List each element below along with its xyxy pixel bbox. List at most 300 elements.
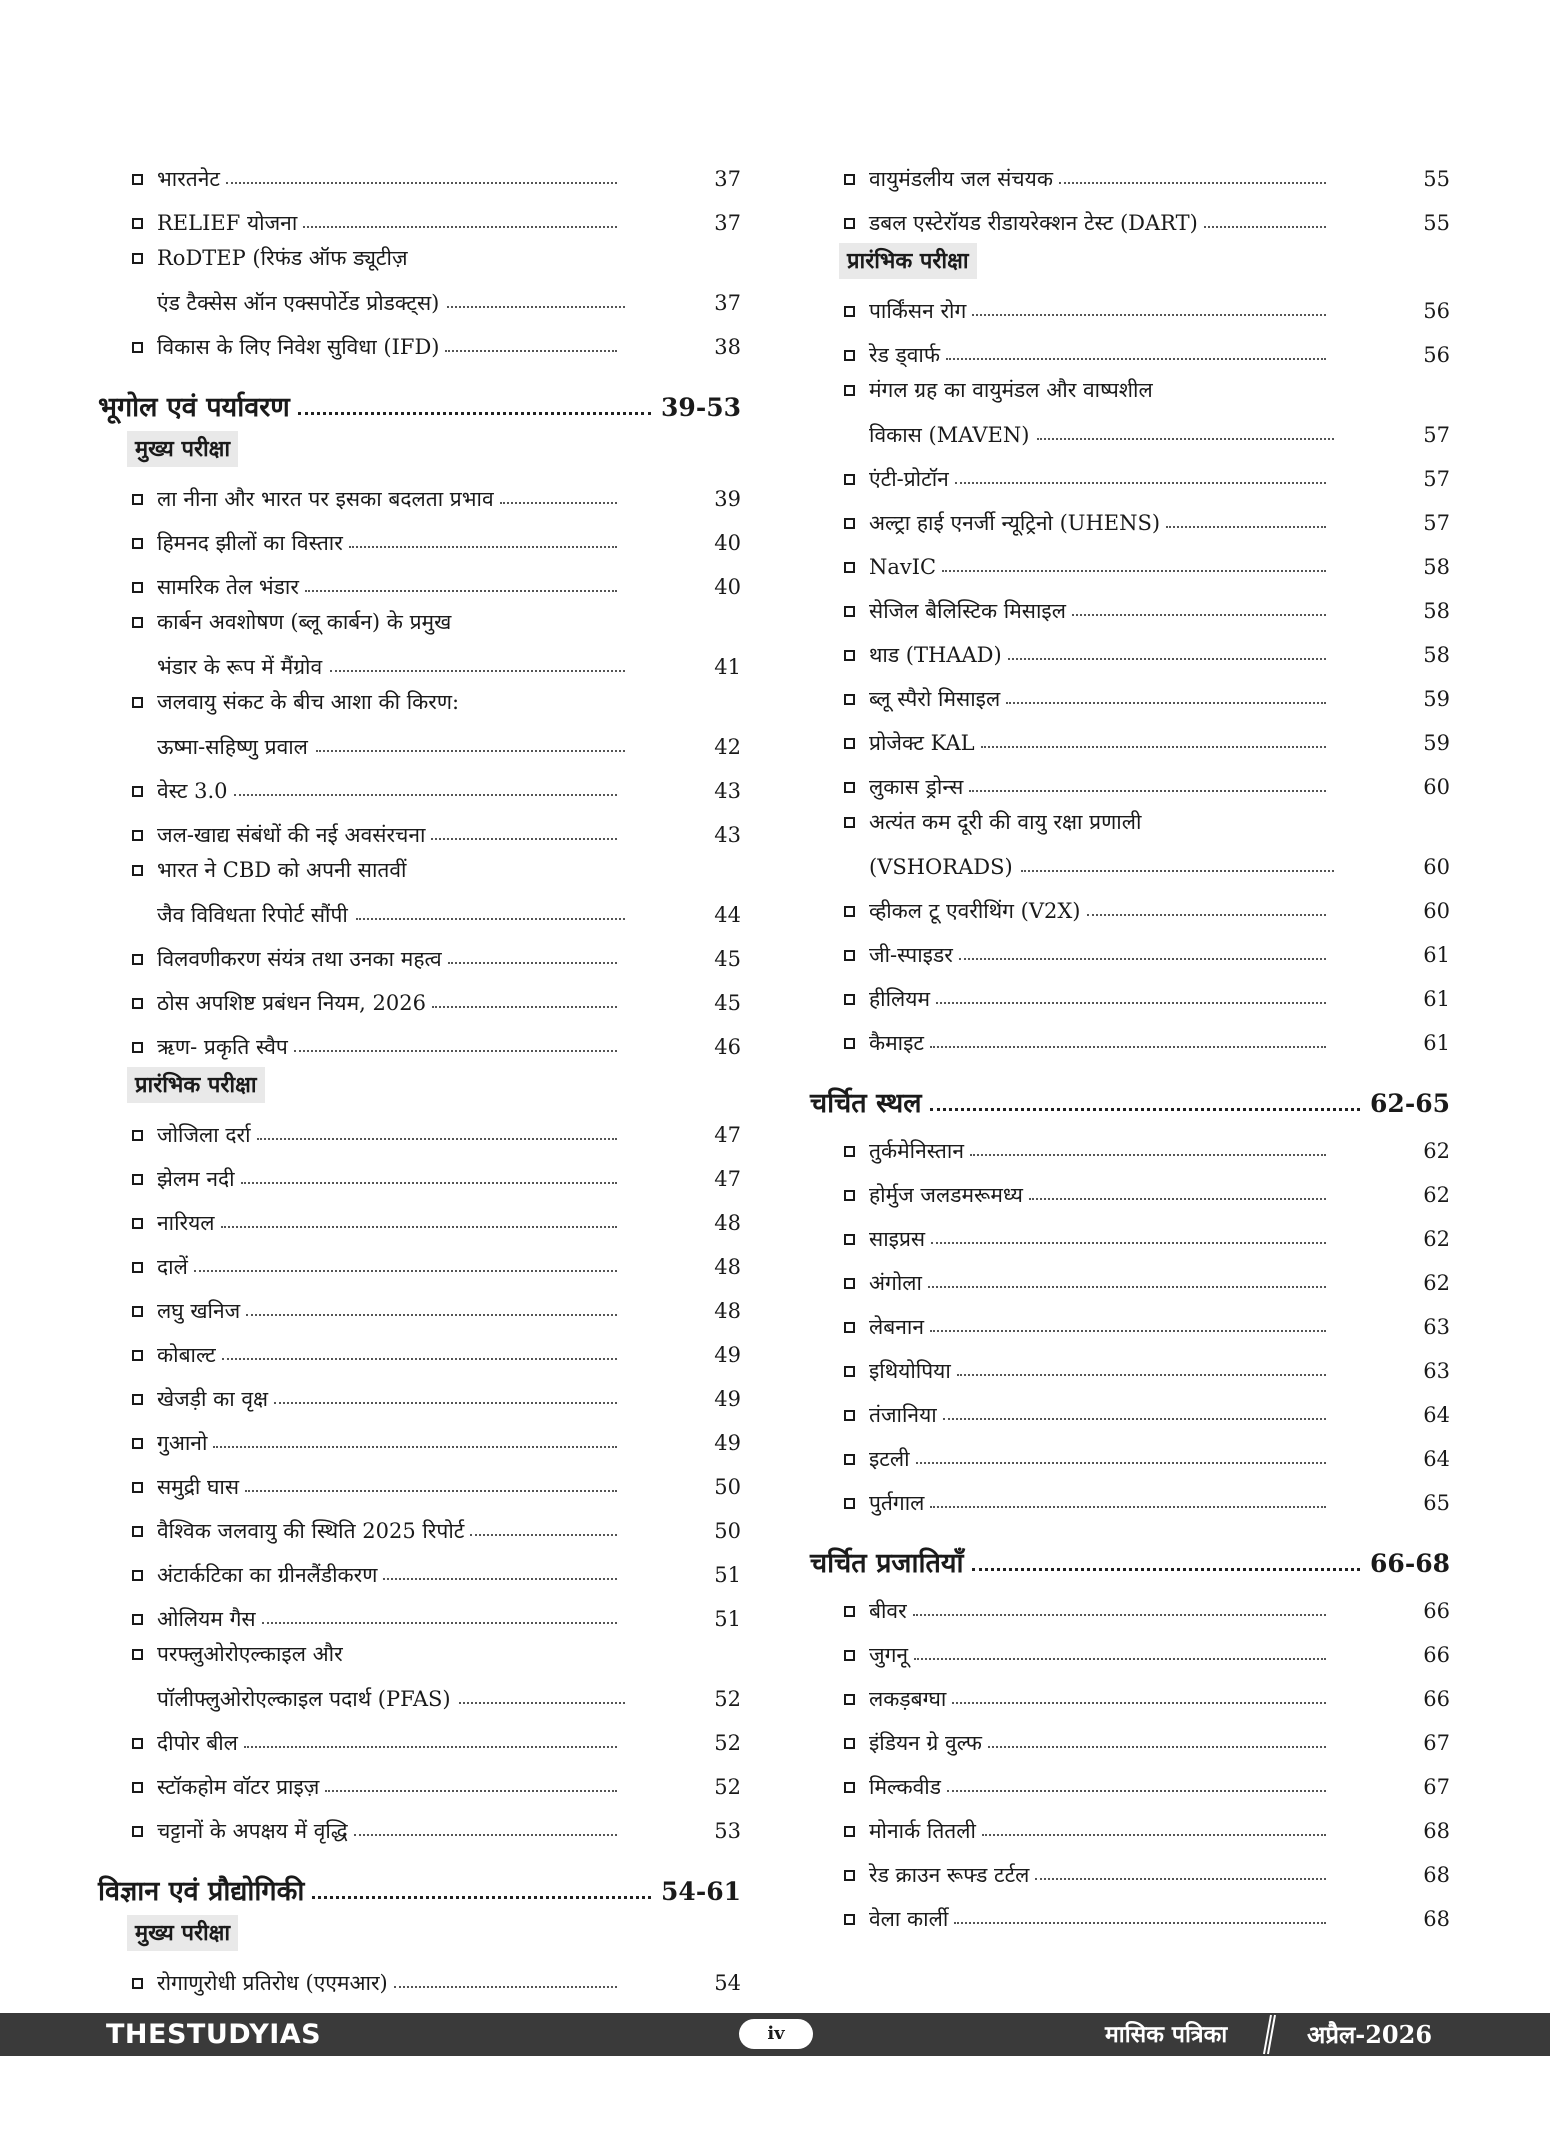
toc-entry-page: 41 <box>714 655 741 679</box>
toc-entry <box>810 1298 1450 1342</box>
checkbox-icon <box>844 1190 855 1201</box>
toc-entry-title: विकास के लिए निवेश सुविधा (IFD) <box>157 335 440 359</box>
toc-entry-page: 42 <box>714 735 741 759</box>
toc-entry-title: जलवायु संकट के बीच आशा की किरण: <box>157 690 460 714</box>
checkbox-icon <box>132 1218 143 1229</box>
leader-dots <box>981 746 1326 748</box>
toc-entry-page: 48 <box>714 1255 741 1279</box>
checkbox-icon <box>844 562 855 573</box>
toc-entry <box>98 514 741 558</box>
toc-entry-title: भारतनेट <box>157 167 220 191</box>
leader-dots <box>221 1226 617 1228</box>
toc-entry-title: ओलियम गैस <box>157 1607 256 1631</box>
toc-left-column <box>98 150 741 1998</box>
toc-entry <box>98 1106 741 1150</box>
toc-entry-page: 66 <box>1423 1599 1450 1623</box>
footer-brand: THESTUDYIAS <box>106 2019 322 2050</box>
toc-entry-title: जल-खाद्य संबंधों की नई अवसंरचना <box>157 823 426 847</box>
leader-dots <box>330 670 625 672</box>
toc-entry-page: 54 <box>714 1971 741 1995</box>
leader-dots <box>245 1490 617 1492</box>
toc-entry <box>810 1254 1450 1298</box>
toc-entry-title: इंडियन ग्रे वुल्फ <box>869 1731 982 1755</box>
toc-entry <box>98 1502 741 1546</box>
toc-entry-page: 68 <box>1423 1819 1450 1843</box>
checkbox-icon <box>132 786 143 797</box>
leader-dots <box>432 1006 617 1008</box>
toc-entry-page: 38 <box>714 335 741 359</box>
toc-entry-page: 58 <box>1423 555 1450 579</box>
toc-entry-page: 57 <box>1423 511 1450 535</box>
leader-dots <box>947 1790 1326 1792</box>
toc-entry-page: 49 <box>714 1431 741 1455</box>
toc-entry-title: थाड (THAAD) <box>869 643 1002 667</box>
checkbox-icon <box>844 1366 855 1377</box>
toc-entry-title: कोबाल्ट <box>157 1343 216 1367</box>
toc-entry-title: पुर्तगाल <box>869 1491 925 1515</box>
toc-entry <box>98 1802 741 1846</box>
toc-entry <box>98 1414 741 1458</box>
toc-entry <box>98 1714 741 1758</box>
toc-entry-title: जी-स्पाइडर <box>869 943 953 967</box>
toc-entry-title: कैमाइट <box>869 1031 925 1055</box>
section-page-range: 39-53 <box>661 393 741 422</box>
toc-entry-page: 66 <box>1423 1687 1450 1711</box>
toc-entry-title: समुद्री घास <box>157 1475 240 1499</box>
leader-dots <box>257 1138 617 1140</box>
checkbox-icon <box>132 1614 143 1625</box>
checkbox-icon <box>844 650 855 661</box>
toc-entry-page: 57 <box>1423 467 1450 491</box>
leader-dots <box>916 1462 1326 1464</box>
toc-entry-page: 51 <box>714 1607 741 1631</box>
leader-dots <box>954 1922 1326 1924</box>
checkbox-icon <box>132 1394 143 1405</box>
checkbox-icon <box>844 1826 855 1837</box>
toc-entry-page: 63 <box>1423 1359 1450 1383</box>
checkbox-icon <box>844 1278 855 1289</box>
checkbox-icon <box>844 1738 855 1749</box>
toc-entry <box>810 1474 1450 1518</box>
checkbox-icon <box>844 306 855 317</box>
footer-divider-icon <box>1262 2013 1276 2056</box>
toc-entry <box>98 1326 741 1370</box>
toc-right-column <box>810 150 1450 1934</box>
toc-entry-title: वायुमंडलीय जल संचयक <box>869 167 1053 191</box>
toc-entry <box>810 1122 1450 1166</box>
leader-dots <box>325 1790 617 1792</box>
leader-dots <box>383 1578 617 1580</box>
leader-dots <box>955 482 1326 484</box>
toc-entry-title: चट्टानों के अपक्षय में वृद्धि <box>157 1819 348 1843</box>
checkbox-icon <box>132 697 143 708</box>
leader-dots <box>959 958 1326 960</box>
toc-entry-page: 59 <box>1423 687 1450 711</box>
toc-entry-title: तुर्कमेनिस्तान <box>869 1139 964 1163</box>
toc-entry-title: तंजानिया <box>869 1403 937 1427</box>
checkbox-icon <box>844 1914 855 1925</box>
toc-entry <box>98 1282 741 1326</box>
leader-dots <box>274 1402 617 1404</box>
toc-entry-page: 67 <box>1423 1731 1450 1755</box>
toc-entry-title: वेस्ट 3.0 <box>157 779 228 803</box>
leader-dots <box>930 1108 1360 1111</box>
leader-dots <box>914 1658 1326 1660</box>
checkbox-icon <box>132 617 143 628</box>
leader-dots <box>988 1746 1326 1748</box>
checkbox-icon <box>844 1650 855 1661</box>
leader-dots <box>262 1622 617 1624</box>
leader-dots <box>194 1270 617 1272</box>
checkbox-icon <box>844 1606 855 1617</box>
toc-entry-page: 65 <box>1423 1491 1450 1515</box>
toc-entry-page: 40 <box>714 575 741 599</box>
toc-entry <box>810 1670 1450 1714</box>
checkbox-icon <box>132 1738 143 1749</box>
toc-entry-title-cont: ऊष्मा-सहिष्णु प्रवाल <box>157 735 308 759</box>
toc-entry-title: मिल्कवीड <box>869 1775 941 1799</box>
leader-dots <box>936 1002 1326 1004</box>
toc-entry-page: 50 <box>714 1475 741 1499</box>
toc-entry-page: 64 <box>1423 1447 1450 1471</box>
toc-entry-title: खेजड़ी का वृक्ष <box>157 1387 269 1411</box>
toc-entry-title: अंगोला <box>869 1271 922 1295</box>
checkbox-icon <box>844 474 855 485</box>
checkbox-icon <box>844 385 855 396</box>
toc-entry <box>810 758 1450 802</box>
toc-entry-page: 48 <box>714 1211 741 1235</box>
leader-dots <box>234 794 617 796</box>
checkbox-icon <box>132 342 143 353</box>
checkbox-icon <box>844 782 855 793</box>
toc-entry-title: हीलियम <box>869 987 931 1011</box>
leader-dots <box>316 750 625 752</box>
toc-entry-page: 67 <box>1423 1775 1450 1799</box>
checkbox-icon <box>844 1498 855 1509</box>
toc-entry-page: 57 <box>1423 423 1450 447</box>
toc-entry-page: 58 <box>1423 599 1450 623</box>
toc-entry <box>810 1714 1450 1758</box>
section-title: विज्ञान एवं प्रौद्योगिकी <box>98 1876 305 1907</box>
toc-entry-title-cont: विकास (MAVEN) <box>869 423 1030 447</box>
toc-subheading: प्रारंभिक परीक्षा <box>839 243 977 279</box>
toc-entry-page: 68 <box>1423 1907 1450 1931</box>
toc-entry <box>98 930 741 974</box>
checkbox-icon <box>132 174 143 185</box>
toc-entry <box>810 926 1450 970</box>
section-page-range: 62-65 <box>1370 1089 1450 1118</box>
toc-entry <box>98 318 741 362</box>
toc-entry-title: RELIEF योजना <box>157 211 298 235</box>
toc-entry-title: होर्मुज जलडमरूमध्य <box>869 1183 1023 1207</box>
toc-entry-title: मोनार्क तितली <box>869 1819 976 1843</box>
leader-dots <box>928 1286 1326 1288</box>
toc-entry-title: साइप्रस <box>869 1227 926 1251</box>
toc-entry-page: 62 <box>1423 1271 1450 1295</box>
checkbox-icon <box>844 174 855 185</box>
toc-entry-page: 43 <box>714 823 741 847</box>
checkbox-icon <box>844 1454 855 1465</box>
toc-entry-title: पार्किंसन रोग <box>869 299 967 323</box>
checkbox-icon <box>844 1782 855 1793</box>
toc-entry-page: 63 <box>1423 1315 1450 1339</box>
leader-dots <box>972 314 1326 316</box>
leader-dots <box>1072 614 1326 616</box>
toc-entry <box>98 1238 741 1282</box>
leader-dots <box>1037 438 1334 440</box>
toc-entry-title: स्टॉकहोम वॉटर प्राइज़ <box>157 1775 320 1799</box>
toc-subheading: मुख्य परीक्षा <box>127 1915 238 1951</box>
checkbox-icon <box>132 865 143 876</box>
toc-entry <box>98 974 741 1018</box>
toc-entry-title-cont: जैव विविधता रिपोर्ट सौंपी <box>157 903 348 927</box>
leader-dots <box>246 1314 617 1316</box>
toc-entry-page: 52 <box>714 1687 741 1711</box>
section-title: चर्चित प्रजातियाँ <box>810 1548 964 1579</box>
toc-entry-page: 48 <box>714 1299 741 1323</box>
toc-entry-page: 61 <box>1423 1031 1450 1055</box>
leader-dots <box>1087 914 1327 916</box>
leader-dots <box>470 1534 617 1536</box>
toc-entry <box>810 1430 1450 1474</box>
toc-entry <box>98 850 741 930</box>
section-title: चर्चित स्थल <box>810 1088 922 1119</box>
leader-dots <box>931 1242 1326 1244</box>
toc-entry-page: 37 <box>714 291 741 315</box>
section-page-range: 54-61 <box>661 1877 741 1906</box>
footer-issue-date: अप्रैल-2026 <box>1307 2020 1433 2049</box>
toc-entry-page: 66 <box>1423 1643 1450 1667</box>
toc-entry-page: 37 <box>714 167 741 191</box>
toc-entry-page: 68 <box>1423 1863 1450 1887</box>
toc-entry <box>810 714 1450 758</box>
checkbox-icon <box>844 606 855 617</box>
toc-entry <box>98 1954 741 1998</box>
leader-dots <box>356 918 625 920</box>
toc-entry-title: अत्यंत कम दूरी की वायु रक्षा प्रणाली <box>869 810 1142 834</box>
toc-entry <box>98 1150 741 1194</box>
checkbox-icon <box>132 998 143 1009</box>
toc-entry-page: 37 <box>714 211 741 235</box>
toc-entry-title: NavIC <box>869 555 937 579</box>
leader-dots <box>241 1182 617 1184</box>
toc-entry-title: कार्बन अवशोषण (ब्लू कार्बन) के प्रमुख <box>157 610 452 634</box>
toc-entry <box>810 282 1450 326</box>
toc-entry-title: लकड़बग्घा <box>869 1687 947 1711</box>
toc-entry-title: इटली <box>869 1447 910 1471</box>
leader-dots <box>213 1446 617 1448</box>
toc-entry <box>810 194 1450 238</box>
toc-entry-page: 50 <box>714 1519 741 1543</box>
leader-dots <box>930 1506 1326 1508</box>
toc-entry <box>810 150 1450 194</box>
toc-entry-page: 56 <box>1423 299 1450 323</box>
footer-magazine-label: मासिक पत्रिका <box>1105 2021 1228 2048</box>
leader-dots <box>445 350 617 352</box>
toc-entry-title-cont: एंड टैक्सेस ऑन एक्सपोर्टेड प्रोडक्ट्स) <box>157 291 440 315</box>
toc-entry-title: नारियल <box>157 1211 215 1235</box>
toc-subheading-row <box>98 1062 741 1106</box>
checkbox-icon <box>844 906 855 917</box>
leader-dots <box>1059 182 1326 184</box>
toc-entry-page: 49 <box>714 1387 741 1411</box>
toc-entry-title: डबल एस्टेरॉयड रीडायरेक्शन टेस्ट (DART) <box>869 211 1198 235</box>
leader-dots <box>303 226 617 228</box>
toc-entry-title: रेड क्राउन रूफ्ड टर्टल <box>869 1863 1030 1887</box>
leader-dots <box>942 570 1326 572</box>
toc-entry <box>810 970 1450 1014</box>
section-page-range: 66-68 <box>1370 1549 1450 1578</box>
toc-entry-page: 40 <box>714 531 741 555</box>
toc-entry-page: 60 <box>1423 775 1450 799</box>
checkbox-icon <box>132 1649 143 1660</box>
toc-entry-page: 62 <box>1423 1139 1450 1163</box>
toc-entry <box>810 450 1450 494</box>
checkbox-icon <box>132 1306 143 1317</box>
toc-entry-page: 62 <box>1423 1227 1450 1251</box>
checkbox-icon <box>132 1526 143 1537</box>
toc-entry-title-cont: भंडार के रूप में मैंग्रोव <box>157 655 323 679</box>
toc-entry-title: प्रोजेक्ट KAL <box>869 731 975 755</box>
toc-entry-title: भारत ने CBD को अपनी सातवीं <box>157 858 407 882</box>
toc-entry <box>98 1194 741 1238</box>
checkbox-icon <box>844 1038 855 1049</box>
toc-entry-page: 44 <box>714 903 741 927</box>
checkbox-icon <box>132 1570 143 1581</box>
toc-entry-page: 61 <box>1423 943 1450 967</box>
toc-entry-page: 45 <box>714 991 741 1015</box>
toc-entry-title: ऋण- प्रकृति स्वैप <box>157 1035 288 1059</box>
toc-entry <box>98 194 741 238</box>
toc-entry-title: अंटार्कटिका का ग्रीनलैंडीकरण <box>157 1563 378 1587</box>
leader-dots <box>500 502 617 504</box>
toc-entry <box>810 882 1450 926</box>
toc-entry-page: 52 <box>714 1731 741 1755</box>
toc-entry <box>98 762 741 806</box>
checkbox-icon <box>132 1042 143 1053</box>
toc-entry-page: 64 <box>1423 1403 1450 1427</box>
checkbox-icon <box>132 1782 143 1793</box>
checkbox-icon <box>132 538 143 549</box>
checkbox-icon <box>132 1438 143 1449</box>
leader-dots <box>1166 526 1326 528</box>
checkbox-icon <box>132 218 143 229</box>
checkbox-icon <box>844 694 855 705</box>
checkbox-icon <box>132 494 143 505</box>
checkbox-icon <box>132 1130 143 1141</box>
toc-entry-page: 45 <box>714 947 741 971</box>
toc-entry-page: 55 <box>1423 211 1450 235</box>
toc-entry <box>98 1370 741 1414</box>
toc-entry <box>810 1626 1450 1670</box>
toc-entry <box>98 1546 741 1590</box>
toc-entry-title: रेड ड्वार्फ <box>869 343 941 367</box>
checkbox-icon <box>844 950 855 961</box>
leader-dots <box>447 306 625 308</box>
toc-entry-page: 49 <box>714 1343 741 1367</box>
toc-entry-page: 51 <box>714 1563 741 1587</box>
toc-entry <box>810 1386 1450 1430</box>
toc-entry-title: लुकास ड्रोन्स <box>869 775 964 799</box>
checkbox-icon <box>844 994 855 1005</box>
leader-dots <box>1029 1198 1326 1200</box>
toc-entry-title: ला नीना और भारत पर इसका बदलता प्रभाव <box>157 487 494 511</box>
toc-entry <box>98 682 741 762</box>
toc-subheading-row <box>98 1910 741 1954</box>
leader-dots <box>982 1834 1326 1836</box>
checkbox-icon <box>132 830 143 841</box>
leader-dots <box>222 1358 617 1360</box>
checkbox-icon <box>132 582 143 593</box>
toc-entry-title: झेलम नदी <box>157 1167 235 1191</box>
toc-entry-page: 47 <box>714 1167 741 1191</box>
toc-entry-page: 52 <box>714 1775 741 1799</box>
leader-dots <box>1006 702 1326 704</box>
leader-dots <box>305 590 617 592</box>
toc-entry-page: 55 <box>1423 167 1450 191</box>
leader-dots <box>943 1418 1326 1420</box>
toc-entry <box>810 1890 1450 1934</box>
toc-entry <box>810 538 1450 582</box>
leader-dots <box>394 1986 617 1988</box>
toc-entry-title: वैश्विक जलवायु की स्थिति 2025 रिपोर्ट <box>157 1519 465 1543</box>
toc-entry-title-cont: पॉलीफ्लुओरोएल्काइल पदार्थ (PFAS) <box>157 1687 451 1711</box>
toc-entry <box>810 1166 1450 1210</box>
leader-dots <box>1204 226 1326 228</box>
toc-entry <box>98 1018 741 1062</box>
toc-entry <box>98 602 741 682</box>
toc-entry-title: बीवर <box>869 1599 907 1623</box>
leader-dots <box>294 1050 617 1052</box>
toc-subheading: प्रारंभिक परीक्षा <box>127 1067 265 1103</box>
leader-dots <box>972 1568 1361 1571</box>
checkbox-icon <box>132 1174 143 1185</box>
toc-entry <box>98 1458 741 1502</box>
toc-entry <box>98 238 741 318</box>
toc-entry-page: 61 <box>1423 987 1450 1011</box>
toc-entry-title: लघु खनिज <box>157 1299 241 1323</box>
toc-entry-page: 43 <box>714 779 741 803</box>
toc-entry-page: 62 <box>1423 1183 1450 1207</box>
toc-entry <box>810 626 1450 670</box>
toc-entry-title: एंटी-प्रोटॉन <box>869 467 949 491</box>
toc-entry-title: हिमनद झीलों का विस्तार <box>157 531 343 555</box>
toc-entry-page: 56 <box>1423 343 1450 367</box>
leader-dots <box>312 1896 651 1899</box>
leader-dots <box>952 1702 1326 1704</box>
toc-entry-title: व्हीकल टू एवरीथिंग (V2X) <box>869 899 1081 923</box>
toc-entry-title: लेबनान <box>869 1315 924 1339</box>
toc-entry <box>810 1342 1450 1386</box>
leader-dots <box>459 1702 625 1704</box>
toc-entry <box>98 1590 741 1634</box>
toc-subheading: मुख्य परीक्षा <box>127 431 238 467</box>
toc-entry-title: ठोस अपशिष्ट प्रबंधन नियम, 2026 <box>157 991 426 1015</box>
toc-entry <box>98 1634 741 1714</box>
toc-subheading-row <box>98 426 741 470</box>
toc-entry-title: विलवणीकरण संयंत्र तथा उनका महत्व <box>157 947 442 971</box>
checkbox-icon <box>844 738 855 749</box>
leader-dots <box>298 412 651 415</box>
toc-entry <box>810 802 1450 882</box>
checkbox-icon <box>132 253 143 264</box>
leader-dots <box>969 790 1326 792</box>
toc-entry <box>810 494 1450 538</box>
toc-entry-page: 39 <box>714 487 741 511</box>
checkbox-icon <box>844 1410 855 1421</box>
toc-entry-title: RoDTEP (रिफंड ऑफ ड्यूटीज़ <box>157 246 408 270</box>
checkbox-icon <box>844 1234 855 1245</box>
